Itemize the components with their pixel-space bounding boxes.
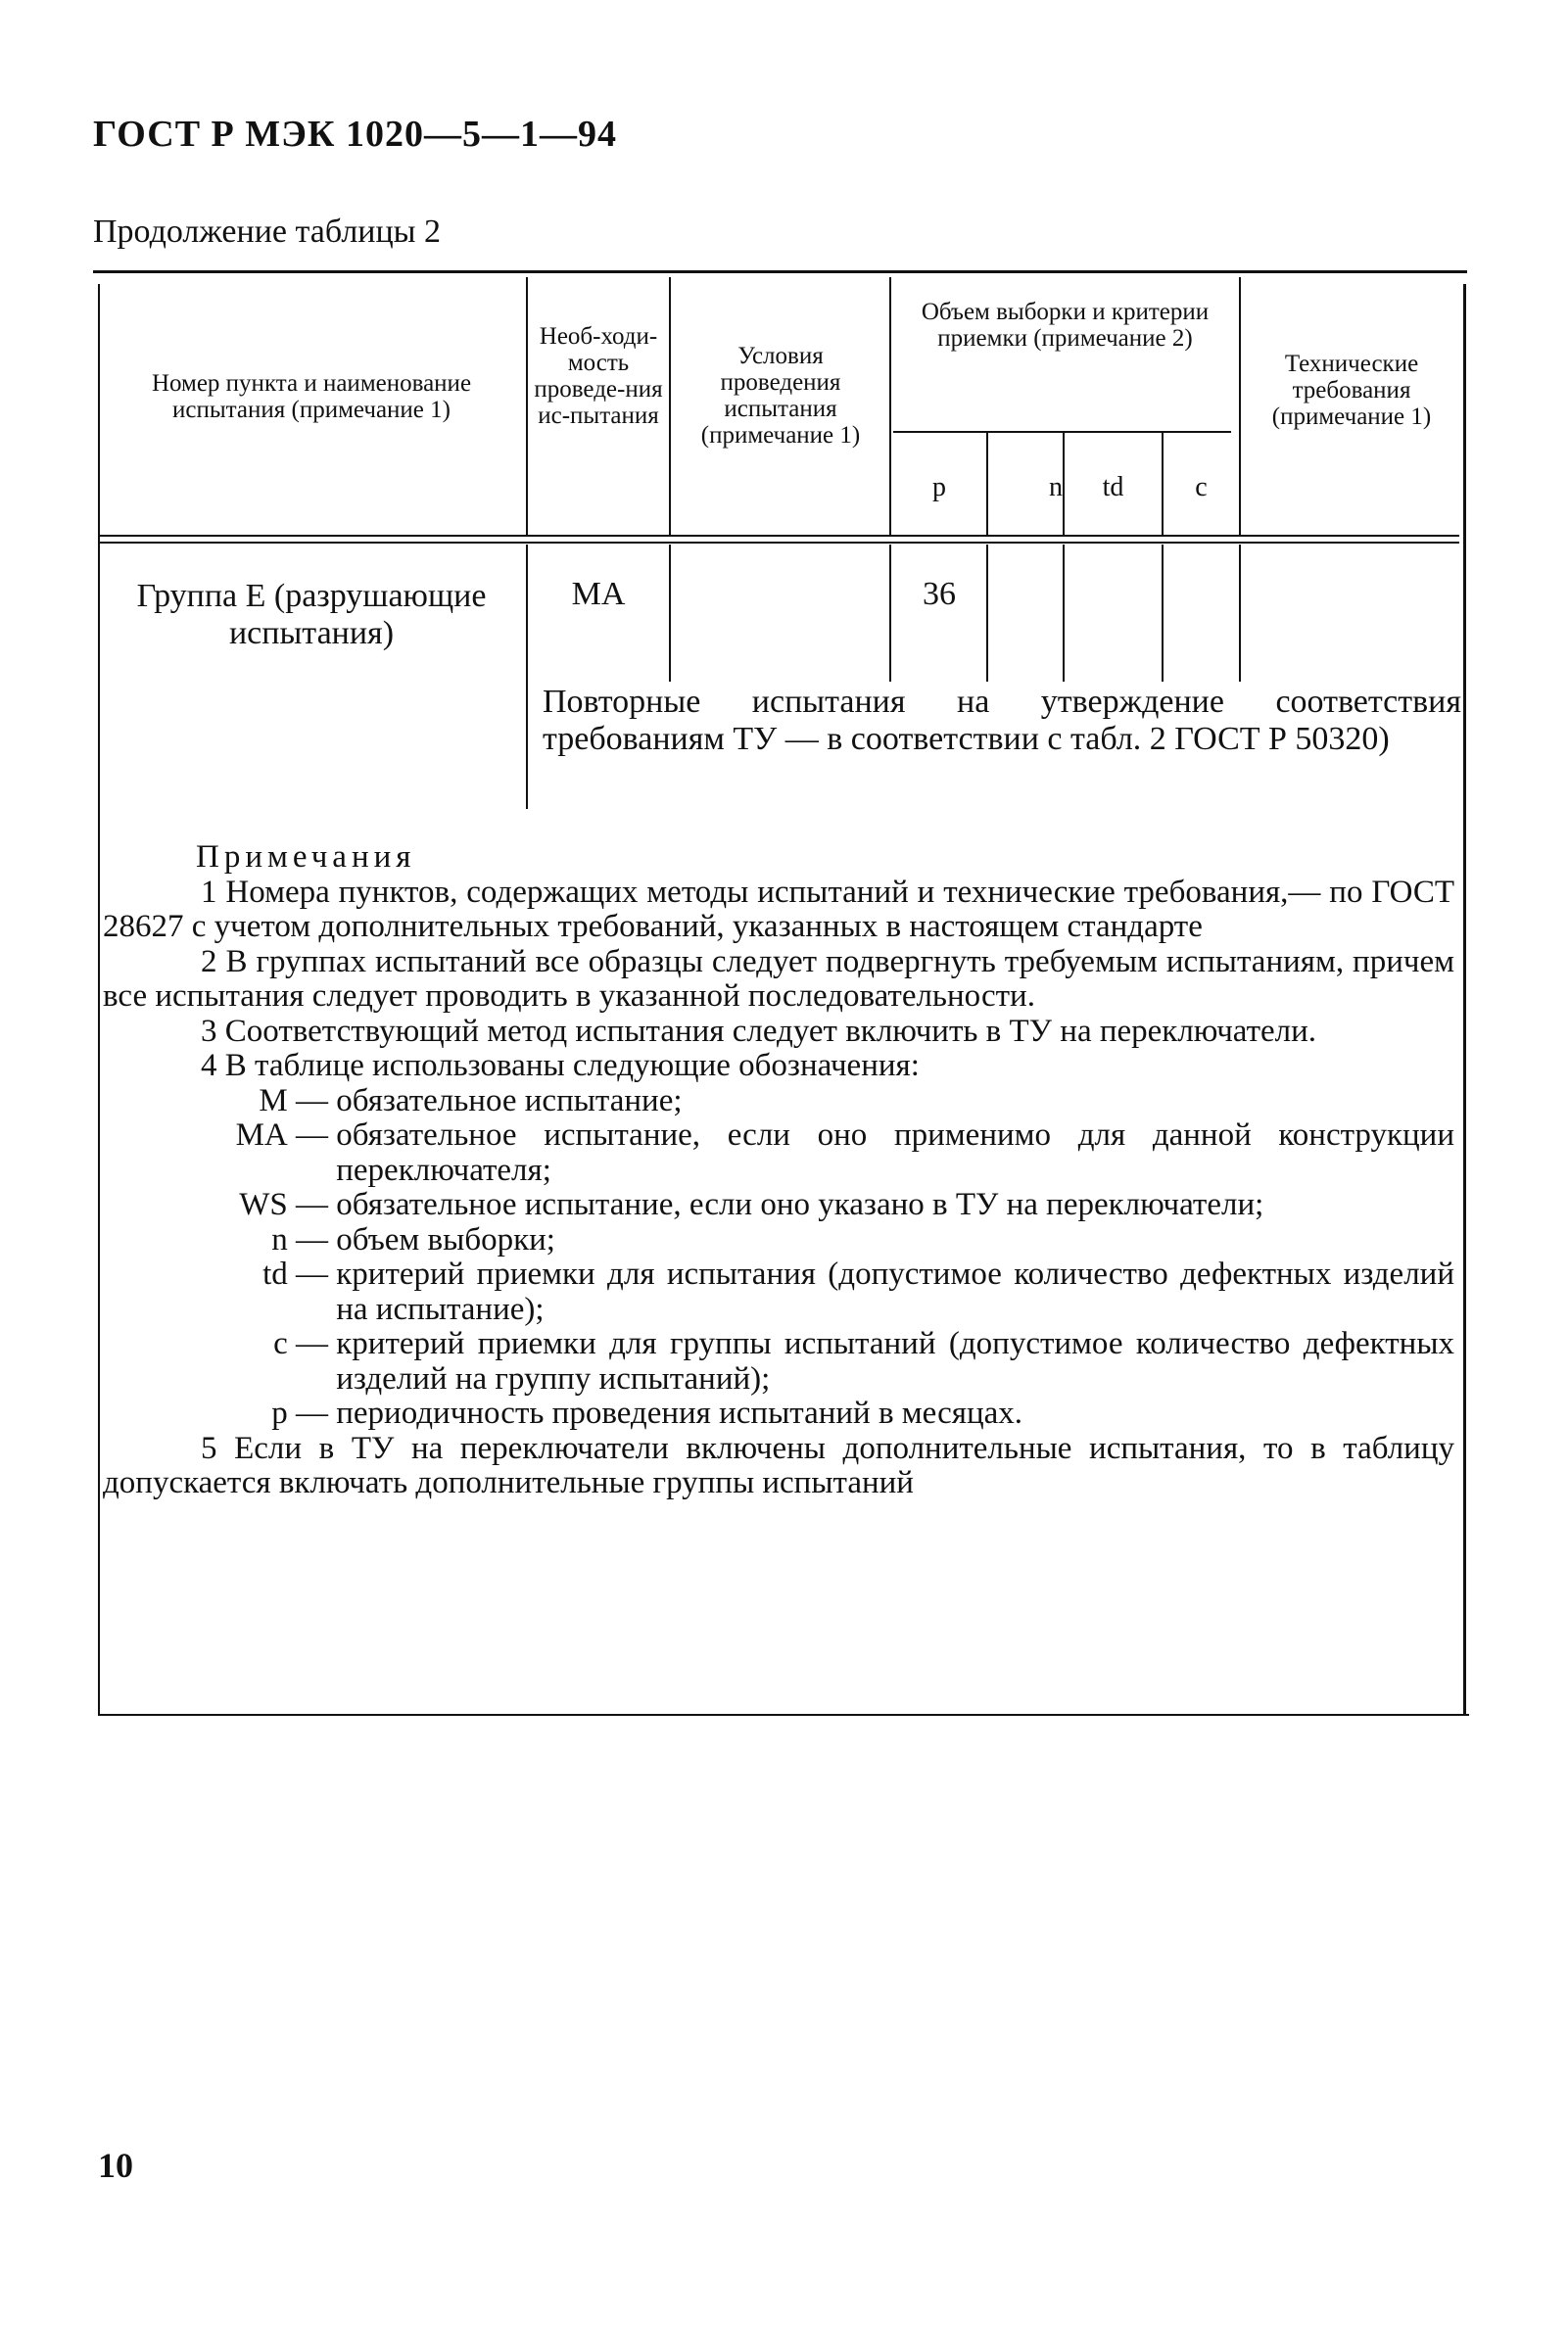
- table-top-border: [93, 270, 1467, 273]
- legend-key: МА —: [235, 1117, 328, 1153]
- legend-key: c —: [273, 1326, 328, 1361]
- col-line-3-body: [889, 545, 891, 682]
- col-line-1-body: [526, 545, 528, 809]
- legend-key: td —: [262, 1257, 328, 1292]
- col-line-4-head: [1239, 277, 1241, 535]
- header-conditions: Условия проведения испытания (примечание 1): [700, 343, 861, 449]
- col-line-2-head: [669, 277, 671, 535]
- legend-key: n —: [271, 1221, 328, 1257]
- legend-key: М —: [259, 1082, 328, 1118]
- subheader-n: n: [1049, 472, 1063, 502]
- right-border: [1463, 284, 1466, 1714]
- header-sample: Объем выборки и критерии приемки (примечание 2): [921, 299, 1210, 352]
- legend-item: [103, 1188, 1454, 1223]
- legend-desc: обязательное испытание, если оно применимо для данной конструкции переключателя;: [336, 1117, 1454, 1188]
- col-line-p-body: [986, 545, 988, 682]
- legend-key: p —: [271, 1396, 328, 1431]
- row-necessity: МА: [571, 576, 626, 612]
- legend-desc: обязательное испытание;: [336, 1082, 683, 1118]
- document-title: ГОСТ Р МЭК 1020—5—1—94: [93, 114, 617, 155]
- legend-key: WS —: [239, 1187, 328, 1222]
- note-3: 3 Соответствующий метод испытания следует включить в ТУ на переключатели.: [201, 1013, 1317, 1049]
- notes-title: Примечания: [196, 839, 416, 875]
- legend-item: [103, 1327, 1454, 1397]
- col-line-n-body: [1063, 545, 1065, 682]
- col-line-1-head: [526, 277, 528, 535]
- subheader-td: td: [1102, 472, 1124, 502]
- legend-desc: критерий приемки для группы испытаний (допустимое количество дефектных изделий на группу испытаний);: [336, 1326, 1454, 1397]
- col-line-td-body: [1162, 545, 1164, 682]
- left-border: [98, 284, 100, 1714]
- note-1: 1 Номера пунктов, содержащих методы испытаний и технические требования,— по ГОСТ 28627 с учетом дополнительных требований, указанных в настоящем стандарте: [103, 874, 1454, 944]
- legend-item: [103, 1118, 1454, 1188]
- table-bottom-border: [98, 1714, 1469, 1716]
- legend-item: [103, 1084, 1454, 1119]
- legend-desc: объем выборки;: [336, 1221, 555, 1257]
- col-line-4-body: [1239, 545, 1241, 682]
- header-divider-2: [98, 542, 1459, 544]
- header-divider-1: [98, 535, 1459, 537]
- legend-desc: обязательное испытание, если оно указано в ТУ на переключатели;: [336, 1187, 1264, 1222]
- notes: [103, 840, 1454, 1501]
- header-item: Номер пункта и наименование испытания (примечание 1): [151, 370, 472, 423]
- page-number: 10: [98, 2146, 133, 2185]
- header-necessity: Необ-ходи-мость проведе-ния ис-пытания: [534, 323, 663, 429]
- subheader-c: c: [1195, 472, 1208, 502]
- note-4: 4 В таблице использованы следующие обозначения:: [201, 1048, 920, 1083]
- legend-item: [103, 1223, 1454, 1258]
- legend-desc: критерий приемки для испытания (допустимое количество дефектных изделий на испытание);: [336, 1257, 1454, 1327]
- note-5: 5 Если в ТУ на переключатели включены дополнительные испытания, то в таблицу допускается включать дополнительные группы испытаний: [103, 1430, 1454, 1500]
- legend-item: [103, 1397, 1454, 1432]
- legend-item: [103, 1257, 1454, 1327]
- row-p: 36: [923, 576, 956, 612]
- row-item: Группа Е (разрушающие испытания): [136, 578, 487, 651]
- table-continuation-caption: Продолжение таблицы 2: [93, 214, 442, 250]
- subheader-p: p: [932, 472, 946, 502]
- legend-desc: периодичность проведения испытаний в месяцах.: [336, 1396, 1023, 1431]
- header-requirements: Технические требования (примечание 1): [1271, 351, 1432, 430]
- col-line-2-body: [669, 545, 671, 682]
- note-2: 2 В группах испытаний все образцы следует подвергнуть требуемым испытаниям, причем все испытания следует проводить в указанной последовательности.: [103, 943, 1454, 1014]
- row-note: Повторные испытания на утверждение соответствия требованиям ТУ — в соответствии с табл. 2 ГОСТ Р 50320): [543, 684, 1461, 757]
- col-line-3-head: [889, 277, 891, 535]
